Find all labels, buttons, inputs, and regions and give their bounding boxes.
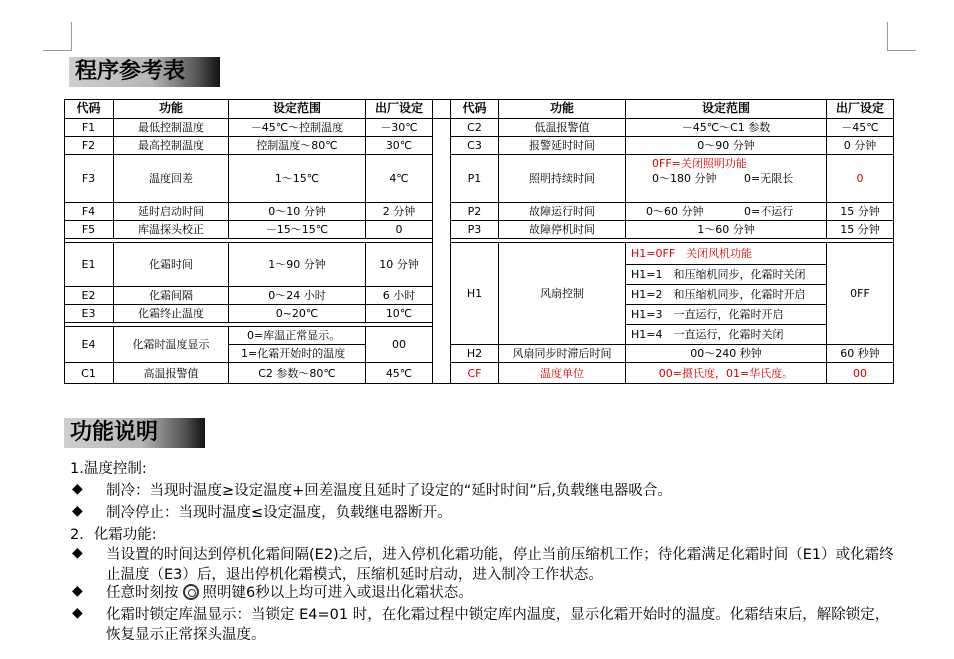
- program-table-heading: 程序参考表: [69, 57, 220, 87]
- range-e1: 1～90 分钟: [229, 243, 366, 287]
- range-f1: －45℃～控制温度: [229, 119, 366, 137]
- code-e2: E2: [64, 287, 114, 305]
- default-c2: －45℃: [827, 119, 894, 137]
- code-c2: C2: [451, 119, 499, 137]
- default-e2: 6 小时: [366, 287, 433, 305]
- range-f5: －15～15℃: [229, 221, 366, 239]
- code-f3: F3: [64, 155, 114, 203]
- header-code: 代码: [451, 99, 499, 119]
- desc-manual-defrost-b: 照明键6秒以上均可进入或退出化霜状态。: [202, 585, 473, 601]
- default-p2: 15 分钟: [827, 203, 894, 221]
- header-range: 设定范围: [229, 99, 366, 119]
- code-h2: H2: [451, 345, 499, 363]
- default-p3: 15 分钟: [827, 221, 894, 239]
- header-function: 功能: [114, 99, 229, 119]
- code-c3: C3: [451, 137, 499, 155]
- header-code: 代码: [64, 99, 114, 119]
- code-p1: P1: [451, 155, 499, 203]
- code-h1: H1: [451, 243, 499, 345]
- default-f5: 0: [366, 221, 433, 239]
- function-desc-heading: 功能说明: [64, 418, 205, 448]
- range-p1-unlimited: 0=无限长: [744, 172, 794, 185]
- spacer-cell: [433, 99, 451, 119]
- range-e4-line1: 0=库温正常显示。: [229, 327, 366, 345]
- spacer-cell: [433, 119, 451, 384]
- function-c2: 低温报警值: [499, 119, 626, 137]
- page-corner-mark-left: [43, 22, 72, 51]
- h1-option-off: H1=0FF 关闭风机功能: [626, 243, 827, 265]
- light-key-icon: [183, 584, 199, 600]
- header-default: 出厂设定: [366, 99, 433, 119]
- code-f4: F4: [64, 203, 114, 221]
- range-cf: 00=摄氏度，01=华氏度。: [626, 363, 827, 384]
- desc-cooling: 制冷：当现时温度≥设定温度+回差温度且延时了设定的“延时时间”后,负载继电器吸合。: [106, 483, 672, 499]
- h1-option-3: H1=3 一直运行，化霜时开启: [626, 305, 827, 325]
- default-c1: 45℃: [366, 363, 433, 384]
- code-cf: CF: [451, 363, 499, 384]
- code-c1: C1: [64, 363, 114, 384]
- default-h1: 0FF: [827, 243, 894, 345]
- code-p3: P3: [451, 221, 499, 239]
- function-f1: 最低控制温度: [114, 119, 229, 137]
- range-c3: 0～90 分钟: [626, 137, 827, 155]
- desc-cooling-stop: 制冷停止：当现时温度≤设定温度，负载继电器断开。: [106, 505, 452, 521]
- section-temperature-control: 1.温度控制:: [70, 461, 147, 477]
- range-f4: 0～10 分钟: [229, 203, 366, 221]
- function-f4: 延时启动时间: [114, 203, 229, 221]
- range-e3: 0~20℃: [229, 305, 366, 323]
- default-h2: 60 秒钟: [827, 345, 894, 363]
- range-p3: 1～60 分钟: [626, 221, 827, 239]
- function-h2: 风扇同步时滞后时间: [499, 345, 626, 363]
- function-e2: 化霜间隔: [114, 287, 229, 305]
- range-f2: 控制温度～80℃: [229, 137, 366, 155]
- range-p2-minutes: 0～60 分钟: [646, 205, 704, 218]
- function-h1: 风扇控制: [499, 243, 626, 345]
- desc-defrost-cycle: 当设置的时间达到停机化霜间隔(E2)之后，进入停机化霜功能，停止当前压缩机工作；待化霜满足化霜时间（E1）或化霜终止温度（E3）后，退出停机化霜模式，压缩机延时启动，进入制冷工作状态。: [106, 547, 894, 583]
- default-f3: 4℃: [366, 155, 433, 203]
- default-f4: 2 分钟: [366, 203, 433, 221]
- function-c1: 高温报警值: [114, 363, 229, 384]
- function-e4: 化霜时温度显示: [114, 327, 229, 363]
- code-f2: F2: [64, 137, 114, 155]
- code-e1: E1: [64, 243, 114, 287]
- page-corner-mark-right: [887, 22, 916, 51]
- h1-option-4: H1=4 一直运行，化霜时关闭: [626, 325, 827, 345]
- default-e3: 10℃: [366, 305, 433, 323]
- function-e1: 化霜时间: [114, 243, 229, 287]
- code-f5: F5: [64, 221, 114, 239]
- code-e3: E3: [64, 305, 114, 323]
- range-e4-line2: 1=化霜开始时的温度: [229, 345, 366, 363]
- range-h2: 00～240 秒钟: [626, 345, 827, 363]
- range-e2: 0～24 小时: [229, 287, 366, 305]
- desc-manual-defrost: [106, 583, 896, 603]
- program-reference-table: [64, 99, 894, 384]
- h1-option-2: H1=2 和压缩机同步，化霜时开启: [626, 285, 827, 305]
- function-p1: 照明持续时间: [499, 155, 626, 203]
- code-p2: P2: [451, 203, 499, 221]
- code-f1: F1: [64, 119, 114, 137]
- range-c2: －45℃～C1 参数: [626, 119, 827, 137]
- function-f5: 库温探头校正: [114, 221, 229, 239]
- range-p2-norun: 0=不运行: [744, 205, 794, 218]
- desc-manual-defrost-a: 任意时刻按: [106, 585, 179, 601]
- default-e1: 10 分钟: [366, 243, 433, 287]
- bullet-icon: ◆: [72, 583, 83, 599]
- bullet-icon: ◆: [72, 481, 83, 497]
- code-e4: E4: [64, 327, 114, 363]
- default-p1: 0: [827, 155, 894, 203]
- function-cf: 温度单位: [499, 363, 626, 384]
- bullet-icon: ◆: [72, 545, 83, 561]
- default-f1: －30℃: [366, 119, 433, 137]
- range-f3: 1～15℃: [229, 155, 366, 203]
- default-e4: 00: [366, 327, 433, 363]
- function-e3: 化霜终止温度: [114, 305, 229, 323]
- header-default: 出厂设定: [827, 99, 894, 119]
- header-function: 功能: [499, 99, 626, 119]
- default-cf: 00: [827, 363, 894, 384]
- bullet-icon: ◆: [72, 503, 83, 519]
- function-p3: 故障停机时间: [499, 221, 626, 239]
- range-p1-minutes: 0～180 分钟: [652, 172, 717, 185]
- range-p1-off: 0FF=关闭照明功能: [652, 157, 747, 170]
- header-range: 设定范围: [626, 99, 827, 119]
- default-c3: 0 分钟: [827, 137, 894, 155]
- function-c3: 报警延时时间: [499, 137, 626, 155]
- desc-defrost-display-lock: 化霜时锁定库温显示：当锁定 E4=01 时，在化霜过程中锁定库内温度，显示化霜开始时的温度。化霜结束后，解除锁定，恢复显示正常探头温度。: [106, 607, 890, 643]
- bullet-icon: ◆: [72, 605, 83, 621]
- section-defrost: 2．化霜功能:: [70, 527, 157, 543]
- function-p2: 故障运行时间: [499, 203, 626, 221]
- function-f3: 温度回差: [114, 155, 229, 203]
- h1-option-1: H1=1 和压缩机同步，化霜时关闭: [626, 265, 827, 285]
- default-f2: 30℃: [366, 137, 433, 155]
- function-f2: 最高控制温度: [114, 137, 229, 155]
- range-c1: C2 参数～80℃: [229, 363, 366, 384]
